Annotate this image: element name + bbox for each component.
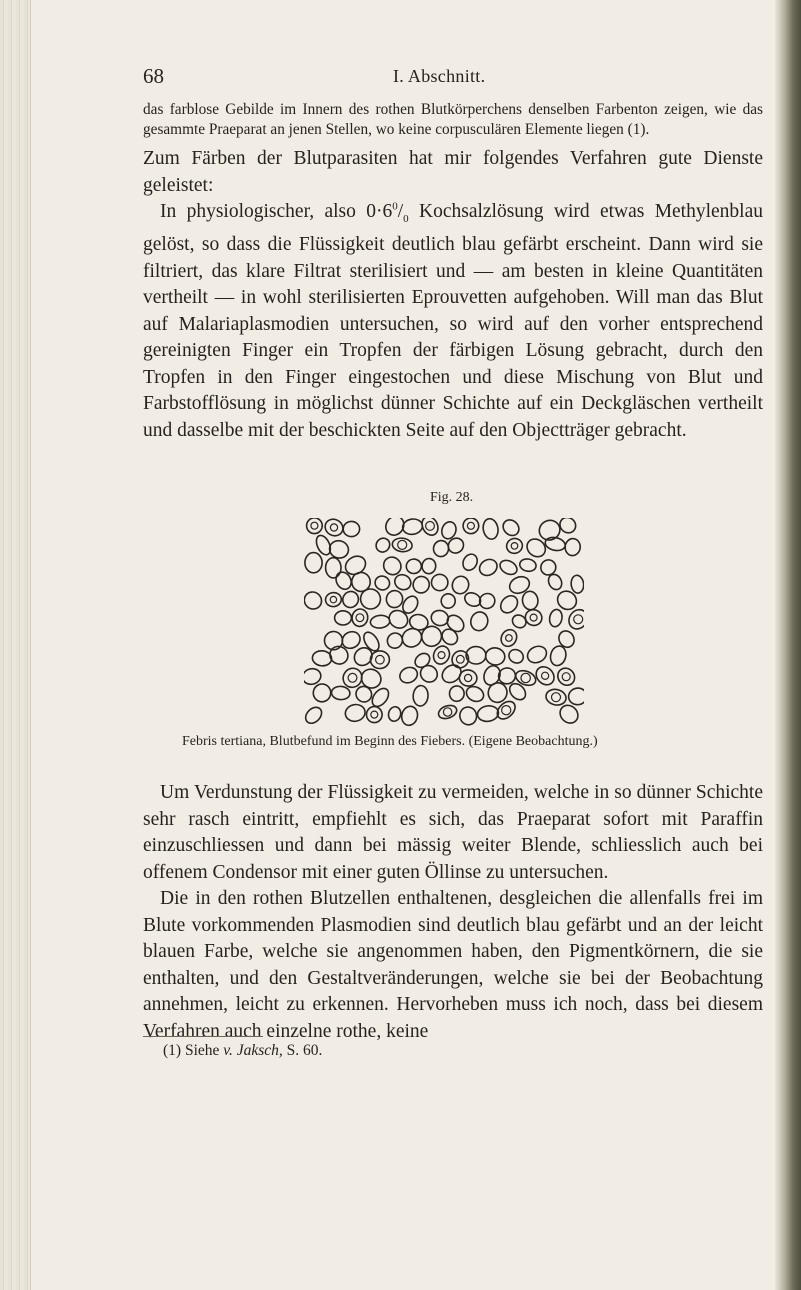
plasmodium-inclusion: [371, 711, 378, 718]
plasmodium-inclusion: [506, 635, 513, 642]
red-blood-cell: [397, 665, 420, 686]
red-blood-cell: [411, 574, 432, 596]
red-blood-cell: [369, 685, 392, 709]
red-blood-cell: [437, 703, 459, 721]
red-blood-cell: [401, 518, 423, 536]
red-blood-cell: [521, 590, 539, 610]
red-blood-cell: [533, 663, 558, 688]
red-blood-cell: [366, 706, 382, 723]
red-blood-cell: [305, 553, 322, 573]
red-blood-cell: [568, 687, 584, 706]
plasmodium-inclusion: [467, 522, 474, 529]
red-blood-cell: [564, 538, 581, 557]
red-blood-cell: [343, 521, 360, 537]
red-blood-cell: [477, 591, 498, 612]
figure-label: Fig. 28.: [430, 490, 474, 505]
red-blood-cell: [373, 574, 392, 592]
red-blood-cell: [507, 574, 532, 597]
paragraph-1: Zum Färben der Blutparasiten hat mir folgendes Verfahren gute Dienste geleistet:: [143, 148, 763, 196]
red-blood-cell: [498, 558, 520, 578]
red-blood-cell: [358, 666, 385, 692]
red-blood-cell: [525, 643, 549, 666]
red-blood-cell: [500, 518, 522, 539]
red-blood-cell: [449, 686, 464, 702]
plasmodium-inclusion: [311, 522, 318, 529]
red-blood-cell: [458, 669, 477, 687]
red-blood-cell: [430, 573, 449, 592]
red-blood-cell: [548, 644, 568, 667]
red-blood-cell: [361, 630, 382, 654]
main-text-block: [143, 146, 763, 444]
red-blood-cell: [304, 704, 325, 726]
red-blood-cell: [333, 570, 354, 592]
plasmodium-inclusion: [456, 655, 464, 663]
red-blood-cell: [399, 625, 425, 650]
page-number: 68: [143, 64, 164, 88]
red-blood-cell: [326, 643, 351, 668]
red-blood-cell: [554, 665, 578, 689]
red-blood-cell: [419, 623, 444, 649]
red-blood-cell: [421, 558, 436, 574]
red-blood-cell: [439, 626, 461, 648]
plasmodium-inclusion: [465, 674, 472, 681]
red-blood-cell: [458, 705, 479, 727]
plasmodium-inclusion: [530, 614, 537, 621]
red-blood-cell: [417, 662, 440, 685]
red-blood-cell: [432, 540, 449, 558]
red-blood-cell: [406, 558, 422, 574]
plasmodium-inclusion: [511, 543, 518, 550]
paragraph-2: In physiologischer, also $0\cdot 6^0/_0$ Kochsalzlösung wird etwas Methylenblau gelöst, so dass die Flüssigkeit deutlich blau gefärbt erscheint. Dann wird sie filtriert, das klare Filtrat sterilisiert und — am besten in kleine Quantitäten vertheilt — in wohl sterilisierten Eprouvetten aufgehoben. Will man das Blut auf Malariaplasmodien untersuchen, so wird auf den vorher entsprechend gereinigten Finger ein Tropfen der färbigen Lösung gebracht, durch den Tropfen in den Finger eingestochen und diese Mischung von Blut und Farbstofflösung in möglichst dünner Schichte auf ein Deckgläschen vertheilt und dasselbe mit der beschickten Seite auf den Objectträger gebracht.: [143, 200, 763, 441]
red-blood-cell: [497, 592, 521, 616]
red-blood-cell: [505, 537, 524, 555]
red-blood-cell: [441, 594, 455, 609]
red-blood-cell: [477, 556, 500, 578]
red-blood-cell: [557, 518, 579, 536]
plasmodium-inclusion: [438, 652, 445, 659]
plasmodium-inclusion: [348, 673, 357, 682]
red-blood-cell: [548, 608, 563, 627]
plasmodium-inclusion: [443, 708, 451, 716]
red-blood-cell: [536, 518, 563, 543]
plasmodium-inclusion: [398, 540, 407, 549]
plasmodium-inclusion: [356, 614, 364, 622]
plasmodium-inclusion: [521, 673, 530, 682]
red-blood-cell: [429, 608, 450, 627]
main-text-block-2: [143, 780, 763, 1045]
red-blood-cell: [392, 537, 413, 553]
red-blood-cell: [413, 685, 429, 706]
red-blood-cell: [351, 608, 369, 628]
red-blood-cell: [484, 646, 506, 666]
red-blood-cell: [386, 607, 411, 632]
red-blood-cell: [304, 667, 322, 686]
red-blood-cell: [344, 703, 367, 723]
red-blood-cell: [506, 647, 525, 666]
paragraph-4: Die in den rothen Blutzellen enthaltenen, desgleichen die allenfalls frei im Blute vorkommenden Plasmodien sind deutlich blau gefärbt und an der leicht blauen Farbe, welche sie angenommen haben, den Pigmentkörnern, die sie enthalten, und den Gestaltveränderungen, welche sie bei der Beobachtung annehmen, leicht zu erkennen. Hervorheben muss ich noch, dass bei diesem Verfahren auch einzelne rothe, keine: [143, 888, 763, 1042]
red-blood-cell: [481, 518, 499, 540]
red-blood-cell: [325, 592, 342, 608]
footnote: (1) Siehe v. Jaksch, S. 60.: [163, 1042, 323, 1059]
plasmodium-inclusion: [542, 672, 549, 679]
red-blood-cell: [466, 646, 486, 664]
plasmodium-inclusion: [376, 655, 385, 664]
red-blood-cell: [335, 611, 352, 625]
running-head: [143, 64, 763, 90]
red-blood-cell: [544, 536, 566, 553]
red-blood-cell: [312, 683, 332, 703]
red-blood-cell: [370, 614, 391, 629]
red-blood-cell: [523, 607, 544, 627]
red-blood-cell: [431, 644, 453, 667]
red-blood-cell: [322, 518, 346, 539]
red-blood-cell: [306, 518, 322, 534]
red-blood-cell: [570, 575, 584, 594]
red-blood-cell: [545, 688, 568, 707]
red-blood-cell: [326, 558, 341, 578]
footnote-rule: [143, 1036, 263, 1037]
red-blood-cell: [382, 518, 407, 539]
plasmodium-inclusion: [552, 693, 561, 702]
red-blood-cell: [385, 589, 404, 609]
red-blood-cell: [304, 589, 325, 613]
red-blood-cell: [312, 650, 333, 667]
plasmodium-inclusion: [574, 615, 583, 624]
red-blood-cell: [498, 627, 520, 650]
plasmodium-inclusion: [502, 706, 511, 715]
red-blood-cell: [469, 610, 491, 633]
red-blood-cell: [481, 663, 503, 687]
red-blood-cell: [519, 558, 537, 573]
red-blood-cell: [514, 668, 538, 688]
intro-paragraph: das farblose Gebilde im Innern des rothen Blutkörperchens denselben Farbenton zeigen, wie das gesammte Praeparat an jenen Stellen, wo keine corpusculären Elemente liegen (1).: [143, 101, 763, 138]
section-title: I. Abschnitt.: [393, 66, 486, 86]
blood-cells-illustration: [304, 518, 584, 728]
figure-caption: Febris tertiana, Blutbefund im Beginn des Fiebers. (Eigene Beobachtung.): [182, 734, 598, 749]
red-blood-cell: [373, 535, 392, 554]
red-blood-cell: [460, 552, 480, 573]
red-blood-cell: [387, 705, 402, 722]
red-blood-cell: [464, 684, 486, 705]
plasmodium-inclusion: [562, 673, 570, 681]
red-blood-cell: [476, 704, 499, 722]
red-blood-cell: [340, 589, 362, 611]
plasmodium-inclusion: [426, 522, 435, 531]
red-blood-cell: [400, 705, 420, 727]
plasmodium-inclusion: [330, 524, 337, 531]
red-blood-cell: [370, 650, 390, 669]
red-blood-cell: [331, 686, 350, 701]
paragraph-3: Um Verdunstung der Flüssigkeit zu vermeiden, welche in so dünner Schichte sehr rasch eintritt, empfiehlt es sich, das Praeparat sofort mit Paraffin einzuschliessen und dann bei mässig weiter Blende, schliesslich auch bei offenem Condensor mit einer guten Öllinse zu untersuchen.: [143, 782, 763, 883]
red-blood-cell: [461, 518, 480, 535]
plasmodium-inclusion: [330, 596, 336, 602]
